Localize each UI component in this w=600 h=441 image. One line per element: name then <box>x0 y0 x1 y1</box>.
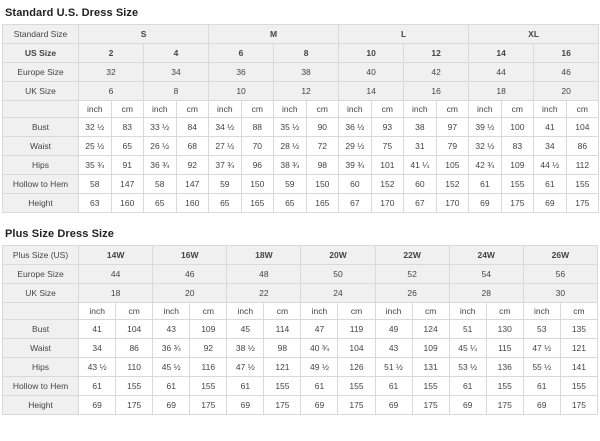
standard-cell: 6 <box>79 82 144 101</box>
standard-measure-cell: 79 <box>436 137 469 156</box>
standard-measure-cell: 69 <box>469 194 502 213</box>
plus-measure-cell: 155 <box>412 377 449 396</box>
plus-unit-cell: inch <box>227 303 264 320</box>
standard-unit-cell: inch <box>274 101 307 118</box>
plus-row-label: Europe Size <box>3 265 79 284</box>
plus-measure-row <box>3 358 598 377</box>
standard-measure-cell: 83 <box>111 118 144 137</box>
plus-unit-cell: cm <box>560 303 597 320</box>
plus-measure-cell: 47 ½ <box>523 339 560 358</box>
plus-unit-cell: cm <box>338 303 375 320</box>
plus-group-cell: 18W <box>227 246 301 265</box>
standard-measure-cell: 105 <box>436 156 469 175</box>
plus-section-title: Plus Size Dress Size <box>5 228 114 240</box>
plus-cell: 26 <box>375 284 449 303</box>
standard-measure-cell: 29 ½ <box>339 137 372 156</box>
plus-group-header-row <box>3 246 598 265</box>
plus-measure-cell: 155 <box>486 377 523 396</box>
standard-unit-cell: inch <box>209 101 242 118</box>
standard-measure-row <box>3 156 599 175</box>
plus-measure-row <box>3 320 598 339</box>
standard-measure-cell: 101 <box>371 156 404 175</box>
standard-row-label: UK Size <box>3 82 79 101</box>
plus-measure-cell: 43 <box>153 320 190 339</box>
plus-measure-cell: 47 ½ <box>227 358 264 377</box>
plus-measure-cell: 175 <box>190 396 227 415</box>
standard-unit-cell: cm <box>501 101 534 118</box>
standard-measure-cell: 175 <box>566 194 599 213</box>
standard-measure-cell: 72 <box>306 137 339 156</box>
plus-measure-cell: 131 <box>412 358 449 377</box>
standard-measure-cell: 93 <box>371 118 404 137</box>
plus-unit-cell: cm <box>116 303 153 320</box>
plus-measure-cell: 175 <box>338 396 375 415</box>
plus-measure-cell: 47 <box>301 320 338 339</box>
standard-measure-cell: 36 ½ <box>339 118 372 137</box>
plus-cell: 20 <box>153 284 227 303</box>
plus-measure-cell: 109 <box>412 339 449 358</box>
standard-measure-cell: 42 ¾ <box>469 156 502 175</box>
standard-measure-cell: 60 <box>404 175 437 194</box>
plus-measure-cell: 141 <box>560 358 597 377</box>
plus-measure-cell: 86 <box>116 339 153 358</box>
plus-measure-row <box>3 396 598 415</box>
standard-cell: 44 <box>469 63 534 82</box>
plus-measure-cell: 55 ½ <box>523 358 560 377</box>
plus-unit-cell: inch <box>301 303 338 320</box>
plus-measure-cell: 51 <box>449 320 486 339</box>
standard-measure-cell: 100 <box>501 118 534 137</box>
standard-measure-cell: 41 ¼ <box>404 156 437 175</box>
standard-measure-cell: 60 <box>339 175 372 194</box>
standard-measure-cell: 67 <box>404 194 437 213</box>
standard-group-cell: M <box>209 25 339 44</box>
plus-measure-cell: 69 <box>79 396 116 415</box>
standard-measure-cell: 61 <box>534 175 567 194</box>
standard-group-cell: S <box>79 25 209 44</box>
plus-unit-row <box>3 303 598 320</box>
standard-cell: 4 <box>144 44 209 63</box>
plus-measure-cell: 61 <box>523 377 560 396</box>
standard-unit-cell: cm <box>371 101 404 118</box>
standard-measure-cell: 152 <box>436 175 469 194</box>
standard-cell: 20 <box>534 82 599 101</box>
standard-measure-cell: 170 <box>371 194 404 213</box>
plus-measure-cell: 110 <box>116 358 153 377</box>
standard-measure-cell: 147 <box>176 175 209 194</box>
plus-measure-cell: 61 <box>227 377 264 396</box>
plus-measure-label: Bust <box>3 320 79 339</box>
plus-measure-cell: 61 <box>301 377 338 396</box>
plus-measure-cell: 38 ½ <box>227 339 264 358</box>
plus-measure-cell: 104 <box>338 339 375 358</box>
standard-measure-cell: 34 ½ <box>209 118 242 137</box>
standard-cell: 12 <box>404 44 469 63</box>
standard-group-label: Standard Size <box>3 25 79 44</box>
standard-unit-row-blank <box>3 101 79 118</box>
standard-unit-cell: inch <box>469 101 502 118</box>
standard-measure-cell: 98 <box>306 156 339 175</box>
standard-unit-cell: cm <box>436 101 469 118</box>
plus-group-label: Plus Size (US) <box>3 246 79 265</box>
plus-measure-row <box>3 377 598 396</box>
plus-cell: 44 <box>79 265 153 284</box>
plus-measure-cell: 45 <box>227 320 264 339</box>
standard-measure-label: Hollow to Hem <box>3 175 79 194</box>
standard-unit-cell: inch <box>404 101 437 118</box>
standard-unit-cell: cm <box>176 101 209 118</box>
standard-unit-cell: inch <box>144 101 177 118</box>
plus-measure-cell: 175 <box>560 396 597 415</box>
plus-measure-cell: 69 <box>153 396 190 415</box>
standard-cell: 38 <box>274 63 339 82</box>
plus-unit-row-blank <box>3 303 79 320</box>
plus-measure-cell: 36 ¾ <box>153 339 190 358</box>
standard-cell: 12 <box>274 82 339 101</box>
plus-measure-cell: 61 <box>449 377 486 396</box>
plus-cell: 22 <box>227 284 301 303</box>
plus-measure-cell: 53 ½ <box>449 358 486 377</box>
plus-cell: 28 <box>449 284 523 303</box>
standard-cell: 34 <box>144 63 209 82</box>
plus-measure-label: Height <box>3 396 79 415</box>
standard-measure-row <box>3 137 599 156</box>
standard-measure-cell: 27 ½ <box>209 137 242 156</box>
plus-cell: 18 <box>79 284 153 303</box>
standard-measure-cell: 69 <box>534 194 567 213</box>
section-spacer <box>2 213 598 225</box>
plus-table-row <box>3 284 598 303</box>
standard-group-cell: L <box>339 25 469 44</box>
standard-measure-cell: 58 <box>144 175 177 194</box>
standard-measure-cell: 97 <box>436 118 469 137</box>
standard-section-title: Standard U.S. Dress Size <box>5 7 139 19</box>
standard-measure-cell: 147 <box>111 175 144 194</box>
standard-measure-cell: 26 ½ <box>144 137 177 156</box>
standard-measure-label: Waist <box>3 137 79 156</box>
standard-cell: 14 <box>469 44 534 63</box>
plus-cell: 50 <box>301 265 375 284</box>
standard-group-cell: XL <box>469 25 599 44</box>
standard-cell: 36 <box>209 63 274 82</box>
standard-measure-cell: 86 <box>566 137 599 156</box>
standard-cell: 8 <box>274 44 339 63</box>
standard-measure-cell: 65 <box>209 194 242 213</box>
standard-unit-row <box>3 101 599 118</box>
plus-cell: 48 <box>227 265 301 284</box>
standard-measure-cell: 59 <box>209 175 242 194</box>
plus-cell: 46 <box>153 265 227 284</box>
standard-measure-cell: 63 <box>79 194 112 213</box>
plus-unit-cell: cm <box>412 303 449 320</box>
standard-unit-cell: inch <box>534 101 567 118</box>
standard-measure-cell: 44 ½ <box>534 156 567 175</box>
plus-measure-row <box>3 339 598 358</box>
plus-measure-cell: 92 <box>190 339 227 358</box>
standard-measure-cell: 38 ¾ <box>274 156 307 175</box>
standard-measure-cell: 39 ¾ <box>339 156 372 175</box>
standard-measure-cell: 170 <box>436 194 469 213</box>
standard-cell: 14 <box>339 82 404 101</box>
plus-measure-cell: 34 <box>79 339 116 358</box>
standard-unit-cell: cm <box>306 101 339 118</box>
plus-measure-cell: 155 <box>190 377 227 396</box>
standard-measure-cell: 32 ½ <box>79 118 112 137</box>
standard-measure-cell: 58 <box>79 175 112 194</box>
plus-cell: 54 <box>449 265 523 284</box>
standard-measure-cell: 35 ½ <box>274 118 307 137</box>
standard-row-label: US Size <box>3 44 79 63</box>
plus-measure-cell: 116 <box>190 358 227 377</box>
standard-measure-row <box>3 118 599 137</box>
standard-cell: 46 <box>534 63 599 82</box>
plus-measure-cell: 135 <box>560 320 597 339</box>
standard-size-table <box>2 24 599 213</box>
plus-cell: 56 <box>523 265 597 284</box>
standard-measure-cell: 39 ½ <box>469 118 502 137</box>
standard-measure-cell: 83 <box>501 137 534 156</box>
plus-measure-cell: 61 <box>375 377 412 396</box>
standard-cell: 40 <box>339 63 404 82</box>
standard-cell: 16 <box>404 82 469 101</box>
plus-measure-cell: 69 <box>375 396 412 415</box>
standard-measure-cell: 175 <box>501 194 534 213</box>
plus-unit-cell: cm <box>264 303 301 320</box>
standard-measure-cell: 61 <box>469 175 502 194</box>
standard-measure-cell: 67 <box>339 194 372 213</box>
standard-cell: 2 <box>79 44 144 63</box>
standard-measure-cell: 160 <box>176 194 209 213</box>
standard-measure-cell: 37 ¾ <box>209 156 242 175</box>
plus-measure-cell: 155 <box>116 377 153 396</box>
standard-measure-cell: 68 <box>176 137 209 156</box>
standard-measure-cell: 32 ½ <box>469 137 502 156</box>
standard-cell: 10 <box>339 44 404 63</box>
standard-measure-cell: 160 <box>111 194 144 213</box>
plus-measure-cell: 53 <box>523 320 560 339</box>
plus-measure-cell: 45 ¼ <box>449 339 486 358</box>
plus-measure-cell: 115 <box>486 339 523 358</box>
plus-measure-cell: 41 <box>79 320 116 339</box>
plus-cell: 52 <box>375 265 449 284</box>
standard-measure-label: Bust <box>3 118 79 137</box>
standard-unit-cell: cm <box>111 101 144 118</box>
plus-measure-cell: 43 ½ <box>79 358 116 377</box>
plus-measure-cell: 43 <box>375 339 412 358</box>
plus-unit-cell: inch <box>375 303 412 320</box>
plus-measure-cell: 114 <box>264 320 301 339</box>
plus-unit-cell: cm <box>190 303 227 320</box>
plus-group-cell: 16W <box>153 246 227 265</box>
plus-measure-cell: 49 ½ <box>301 358 338 377</box>
standard-cell: 8 <box>144 82 209 101</box>
standard-table-row <box>3 82 599 101</box>
plus-measure-cell: 124 <box>412 320 449 339</box>
plus-unit-cell: inch <box>79 303 116 320</box>
plus-measure-cell: 155 <box>338 377 375 396</box>
plus-group-cell: 14W <box>79 246 153 265</box>
standard-cell: 32 <box>79 63 144 82</box>
plus-measure-label: Hollow to Hem <box>3 377 79 396</box>
plus-measure-cell: 155 <box>560 377 597 396</box>
plus-measure-cell: 69 <box>227 396 264 415</box>
plus-unit-cell: inch <box>153 303 190 320</box>
plus-row-label: UK Size <box>3 284 79 303</box>
plus-measure-cell: 121 <box>264 358 301 377</box>
standard-measure-cell: 38 <box>404 118 437 137</box>
standard-measure-cell: 25 ½ <box>79 137 112 156</box>
standard-measure-cell: 165 <box>306 194 339 213</box>
plus-unit-cell: inch <box>449 303 486 320</box>
plus-measure-cell: 40 ¾ <box>301 339 338 358</box>
plus-measure-label: Hips <box>3 358 79 377</box>
standard-measure-cell: 155 <box>501 175 534 194</box>
standard-measure-cell: 34 <box>534 137 567 156</box>
plus-group-cell: 22W <box>375 246 449 265</box>
standard-measure-cell: 92 <box>176 156 209 175</box>
plus-measure-cell: 61 <box>153 377 190 396</box>
plus-measure-cell: 121 <box>560 339 597 358</box>
plus-cell: 30 <box>523 284 597 303</box>
standard-row-label: Europe Size <box>3 63 79 82</box>
standard-measure-cell: 41 <box>534 118 567 137</box>
standard-measure-cell: 165 <box>241 194 274 213</box>
plus-cell: 24 <box>301 284 375 303</box>
standard-unit-cell: inch <box>79 101 112 118</box>
standard-cell: 18 <box>469 82 534 101</box>
standard-table-row <box>3 44 599 63</box>
plus-measure-cell: 119 <box>338 320 375 339</box>
plus-measure-cell: 69 <box>523 396 560 415</box>
plus-measure-cell: 51 ½ <box>375 358 412 377</box>
standard-table-row <box>3 63 599 82</box>
plus-measure-cell: 126 <box>338 358 375 377</box>
plus-size-table <box>2 245 598 415</box>
standard-measure-cell: 70 <box>241 137 274 156</box>
standard-measure-cell: 155 <box>566 175 599 194</box>
plus-measure-cell: 155 <box>264 377 301 396</box>
standard-unit-cell: cm <box>241 101 274 118</box>
standard-measure-cell: 91 <box>111 156 144 175</box>
plus-measure-cell: 49 <box>375 320 412 339</box>
plus-measure-cell: 104 <box>116 320 153 339</box>
plus-measure-cell: 175 <box>412 396 449 415</box>
standard-cell: 6 <box>209 44 274 63</box>
standard-measure-cell: 152 <box>371 175 404 194</box>
standard-measure-cell: 59 <box>274 175 307 194</box>
standard-cell: 16 <box>534 44 599 63</box>
standard-cell: 42 <box>404 63 469 82</box>
standard-measure-cell: 35 ¾ <box>79 156 112 175</box>
standard-measure-cell: 31 <box>404 137 437 156</box>
standard-measure-cell: 65 <box>111 137 144 156</box>
standard-measure-cell: 88 <box>241 118 274 137</box>
plus-measure-cell: 175 <box>116 396 153 415</box>
standard-measure-cell: 36 ¾ <box>144 156 177 175</box>
standard-unit-cell: inch <box>339 101 372 118</box>
plus-measure-cell: 109 <box>190 320 227 339</box>
standard-measure-cell: 90 <box>306 118 339 137</box>
plus-measure-cell: 69 <box>301 396 338 415</box>
plus-group-cell: 20W <box>301 246 375 265</box>
plus-measure-cell: 130 <box>486 320 523 339</box>
standard-measure-label: Hips <box>3 156 79 175</box>
plus-measure-label: Waist <box>3 339 79 358</box>
standard-unit-cell: cm <box>566 101 599 118</box>
plus-measure-cell: 61 <box>79 377 116 396</box>
plus-unit-cell: inch <box>523 303 560 320</box>
plus-measure-cell: 98 <box>264 339 301 358</box>
standard-measure-cell: 112 <box>566 156 599 175</box>
plus-measure-cell: 175 <box>486 396 523 415</box>
standard-measure-cell: 104 <box>566 118 599 137</box>
standard-cell: 10 <box>209 82 274 101</box>
standard-measure-row <box>3 175 599 194</box>
plus-measure-cell: 175 <box>264 396 301 415</box>
standard-measure-cell: 28 ½ <box>274 137 307 156</box>
standard-measure-cell: 109 <box>501 156 534 175</box>
standard-measure-cell: 150 <box>241 175 274 194</box>
plus-measure-cell: 45 ½ <box>153 358 190 377</box>
standard-measure-cell: 65 <box>274 194 307 213</box>
standard-measure-label: Height <box>3 194 79 213</box>
plus-measure-cell: 69 <box>449 396 486 415</box>
standard-measure-cell: 84 <box>176 118 209 137</box>
standard-measure-cell: 65 <box>144 194 177 213</box>
standard-group-header-row <box>3 25 599 44</box>
plus-group-cell: 26W <box>523 246 597 265</box>
standard-measure-cell: 75 <box>371 137 404 156</box>
plus-unit-cell: cm <box>486 303 523 320</box>
plus-table-row <box>3 265 598 284</box>
standard-measure-row <box>3 194 599 213</box>
standard-measure-cell: 33 ½ <box>144 118 177 137</box>
plus-measure-cell: 136 <box>486 358 523 377</box>
standard-measure-cell: 96 <box>241 156 274 175</box>
standard-measure-cell: 150 <box>306 175 339 194</box>
plus-group-cell: 24W <box>449 246 523 265</box>
